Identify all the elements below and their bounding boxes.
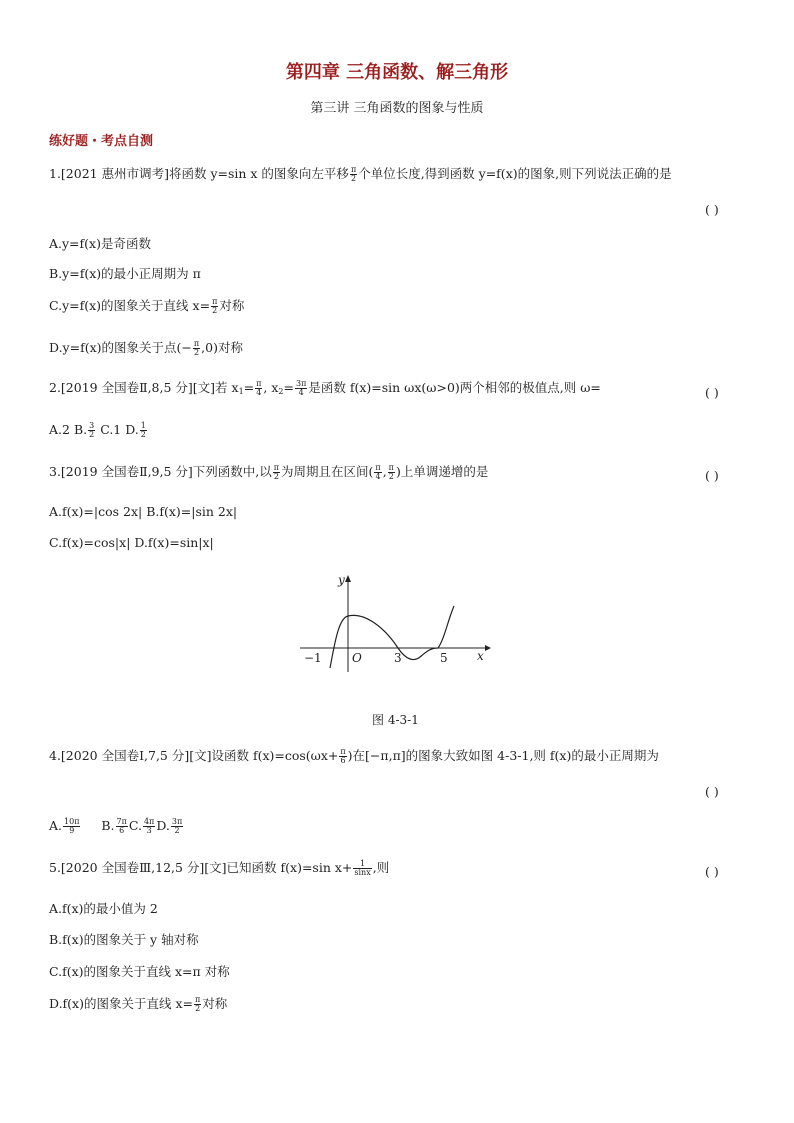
answer-bracket-5[interactable]: ( ): [705, 864, 719, 879]
q4-option-a[interactable]: A. $\frac{10\pi}{9}$: [49, 817, 80, 835]
answer-bracket-4[interactable]: ( ): [705, 784, 719, 799]
curve: [330, 606, 454, 668]
section-label: 练好题・考点自测: [49, 134, 154, 149]
q5-option-a[interactable]: A.f(x)的最小值为 2: [49, 901, 158, 916]
y-label: y: [338, 573, 345, 587]
tick-5: 5: [440, 651, 448, 665]
answer-bracket-1[interactable]: ( ): [705, 202, 719, 217]
q3-options-cd[interactable]: C.f(x)=cos|x| D.f(x)=sin|x|: [49, 535, 214, 550]
chapter-title: 第四章 三角函数、解三角形: [285, 62, 509, 83]
q4-option-d[interactable]: D. $\frac{3\pi}{2}$: [156, 817, 183, 835]
q2-option-a[interactable]: A.2: [49, 422, 70, 437]
q4-option-b[interactable]: B. $\frac{7\pi}{6}$: [101, 817, 127, 835]
q2-option-b[interactable]: B. $\frac{3}{2}$: [73, 421, 95, 439]
question-4-stem: 4.[2020 全国卷Ⅰ,7,5 分][文]设函数 f(x)=cos(ωx+ $\frac{\pi}{6}$ )在[−π,π]的图象大致如图 4-3-1,则 f(x)的最小正周期为: [49, 747, 659, 765]
q5-option-c[interactable]: C.f(x)的图象关于直线 x=π 对称: [49, 964, 230, 979]
question-1-stem: 1.[2021 惠州市调考]将函数 y=sin x 的图象向左平移 $\frac{\pi}{2}$ 个单位长度,得到函数 y=f(x)的图象,则下列说法正确的是: [49, 165, 672, 183]
q4-options: [49, 818, 184, 835]
x-axis-arrow-icon: [485, 645, 491, 651]
q5-option-d[interactable]: D.f(x)的图象关于直线 x= $\frac{\pi}{2}$ 对称: [49, 995, 228, 1013]
q1-option-d[interactable]: D.y=f(x)的图象关于点(− $\frac{\pi}{2}$ ,0)对称: [49, 339, 243, 357]
q5-option-b[interactable]: B.f(x)的图象关于 y 轴对称: [49, 932, 199, 947]
q2-option-d[interactable]: D. $\frac{1}{2}$: [125, 421, 146, 439]
q3-options-ab[interactable]: A.f(x)=|cos 2x| B.f(x)=|sin 2x|: [49, 504, 238, 519]
q1-option-c[interactable]: C.y=f(x)的图象关于直线 x= $\frac{\pi}{2}$ 对称: [49, 297, 245, 315]
lesson-title: 第三讲 三角函数的图象与性质: [310, 101, 484, 116]
origin-label: O: [352, 651, 362, 665]
question-2-stem: 2.[2019 全国卷Ⅱ,8,5 分][文]若 $x_1=$ $\frac{\pi}{4}$ , $x_2=$ $\frac{3\pi}{4}$ 是函数 f(x)=sin ωx(ω>0)两个相邻的极值点,则 ω=: [49, 379, 601, 397]
tick-minus-1: −1: [304, 651, 322, 665]
q2-options: [49, 422, 148, 439]
tick-3: 3: [394, 651, 402, 665]
x-label: x: [477, 649, 484, 663]
q1-option-b[interactable]: B.y=f(x)的最小正周期为 π: [49, 266, 201, 281]
answer-bracket-3[interactable]: ( ): [705, 468, 719, 483]
question-5-stem: 5.[2020 全国卷Ⅲ,12,5 分][文]已知函数 f(x)=sin x+ $\frac{1}{\sin x}$ ,则: [49, 859, 390, 877]
figure-caption: 图 4-3-1: [372, 713, 419, 727]
q4-option-c[interactable]: C. $\frac{4\pi}{3}$: [128, 817, 155, 835]
q1-option-a[interactable]: A.y=f(x)是奇函数: [49, 236, 151, 251]
fraction: $\frac{\pi}{2}$: [350, 165, 357, 183]
question-3-stem: 3.[2019 全国卷Ⅱ,9,5 分]下列函数中,以 $\frac{\pi}{2}$ 为周期且在区间( $\frac{\pi}{4}$ , $\frac{\pi}{2}$ )上单调递增的是: [49, 463, 489, 481]
answer-bracket-2[interactable]: ( ): [705, 385, 719, 400]
function-graph: [290, 568, 500, 680]
y-axis-arrow-icon: [345, 575, 351, 582]
q2-option-c[interactable]: C.1: [100, 422, 122, 437]
